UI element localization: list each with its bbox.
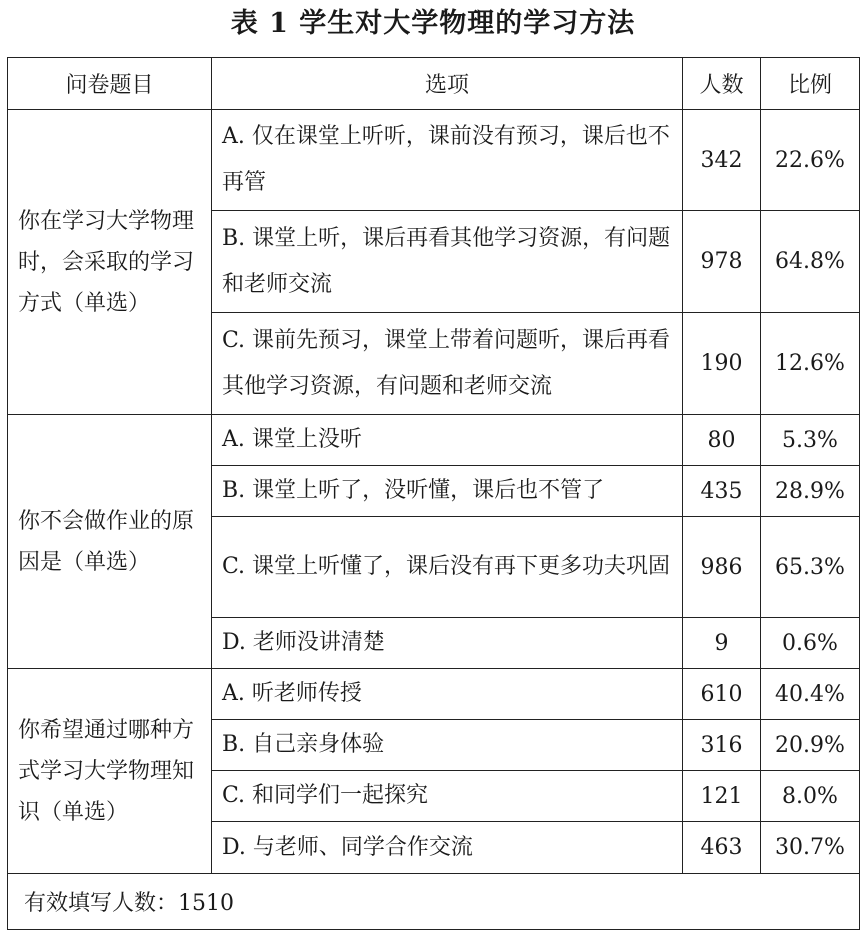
count-cell: 316 — [683, 720, 761, 771]
option-cell: B. 课堂上听了，没听懂，课后也不管了 — [212, 466, 683, 517]
header-ratio: 比例 — [761, 58, 860, 110]
option-cell: D. 与老师、同学合作交流 — [212, 822, 683, 874]
option-cell: A. 听老师传授 — [212, 669, 683, 720]
ratio-cell: 20.9% — [761, 720, 860, 771]
question-cell: 你希望通过哪种方式学习大学物理知识（单选） — [8, 669, 212, 874]
count-cell: 610 — [683, 669, 761, 720]
count-cell: 342 — [683, 110, 761, 211]
header-count: 人数 — [683, 58, 761, 110]
option-cell: B. 课堂上听，课后再看其他学习资源，有问题和老师交流 — [212, 211, 683, 313]
header-option: 选项 — [212, 58, 683, 110]
count-cell: 986 — [683, 517, 761, 618]
ratio-cell: 64.8% — [761, 211, 860, 313]
valid-respondents-note: 有效填写人数：1510 — [8, 874, 860, 930]
ratio-cell: 8.0% — [761, 771, 860, 822]
count-cell: 80 — [683, 415, 761, 466]
survey-table — [7, 57, 860, 930]
count-cell: 463 — [683, 822, 761, 874]
ratio-cell: 40.4% — [761, 669, 860, 720]
count-cell: 9 — [683, 618, 761, 669]
option-cell: B. 自己亲身体验 — [212, 720, 683, 771]
ratio-cell: 5.3% — [761, 415, 860, 466]
footer-row — [8, 874, 860, 930]
question-cell: 你在学习大学物理时，会采取的学习方式（单选） — [8, 110, 212, 415]
ratio-cell: 12.6% — [761, 313, 860, 415]
option-cell: D. 老师没讲清楚 — [212, 618, 683, 669]
count-cell: 435 — [683, 466, 761, 517]
table-row — [8, 110, 860, 211]
ratio-cell: 28.9% — [761, 466, 860, 517]
count-cell: 121 — [683, 771, 761, 822]
ratio-cell: 22.6% — [761, 110, 860, 211]
option-cell: C. 课堂上听懂了，课后没有再下更多功夫巩固 — [212, 517, 683, 618]
table-row — [8, 669, 860, 720]
question-cell: 你不会做作业的原因是（单选） — [8, 415, 212, 669]
count-cell: 978 — [683, 211, 761, 313]
option-cell: A. 课堂上没听 — [212, 415, 683, 466]
table-row — [8, 415, 860, 466]
count-cell: 190 — [683, 313, 761, 415]
ratio-cell: 65.3% — [761, 517, 860, 618]
ratio-cell: 0.6% — [761, 618, 860, 669]
header-question: 问卷题目 — [8, 58, 212, 110]
option-cell: C. 课前先预习，课堂上带着问题听，课后再看其他学习资源，有问题和老师交流 — [212, 313, 683, 415]
option-cell: C. 和同学们一起探究 — [212, 771, 683, 822]
header-row — [8, 58, 860, 110]
option-cell: A. 仅在课堂上听听，课前没有预习，课后也不再管 — [212, 110, 683, 211]
ratio-cell: 30.7% — [761, 822, 860, 874]
table-title: 表 1 学生对大学物理的学习方法 — [230, 8, 636, 39]
